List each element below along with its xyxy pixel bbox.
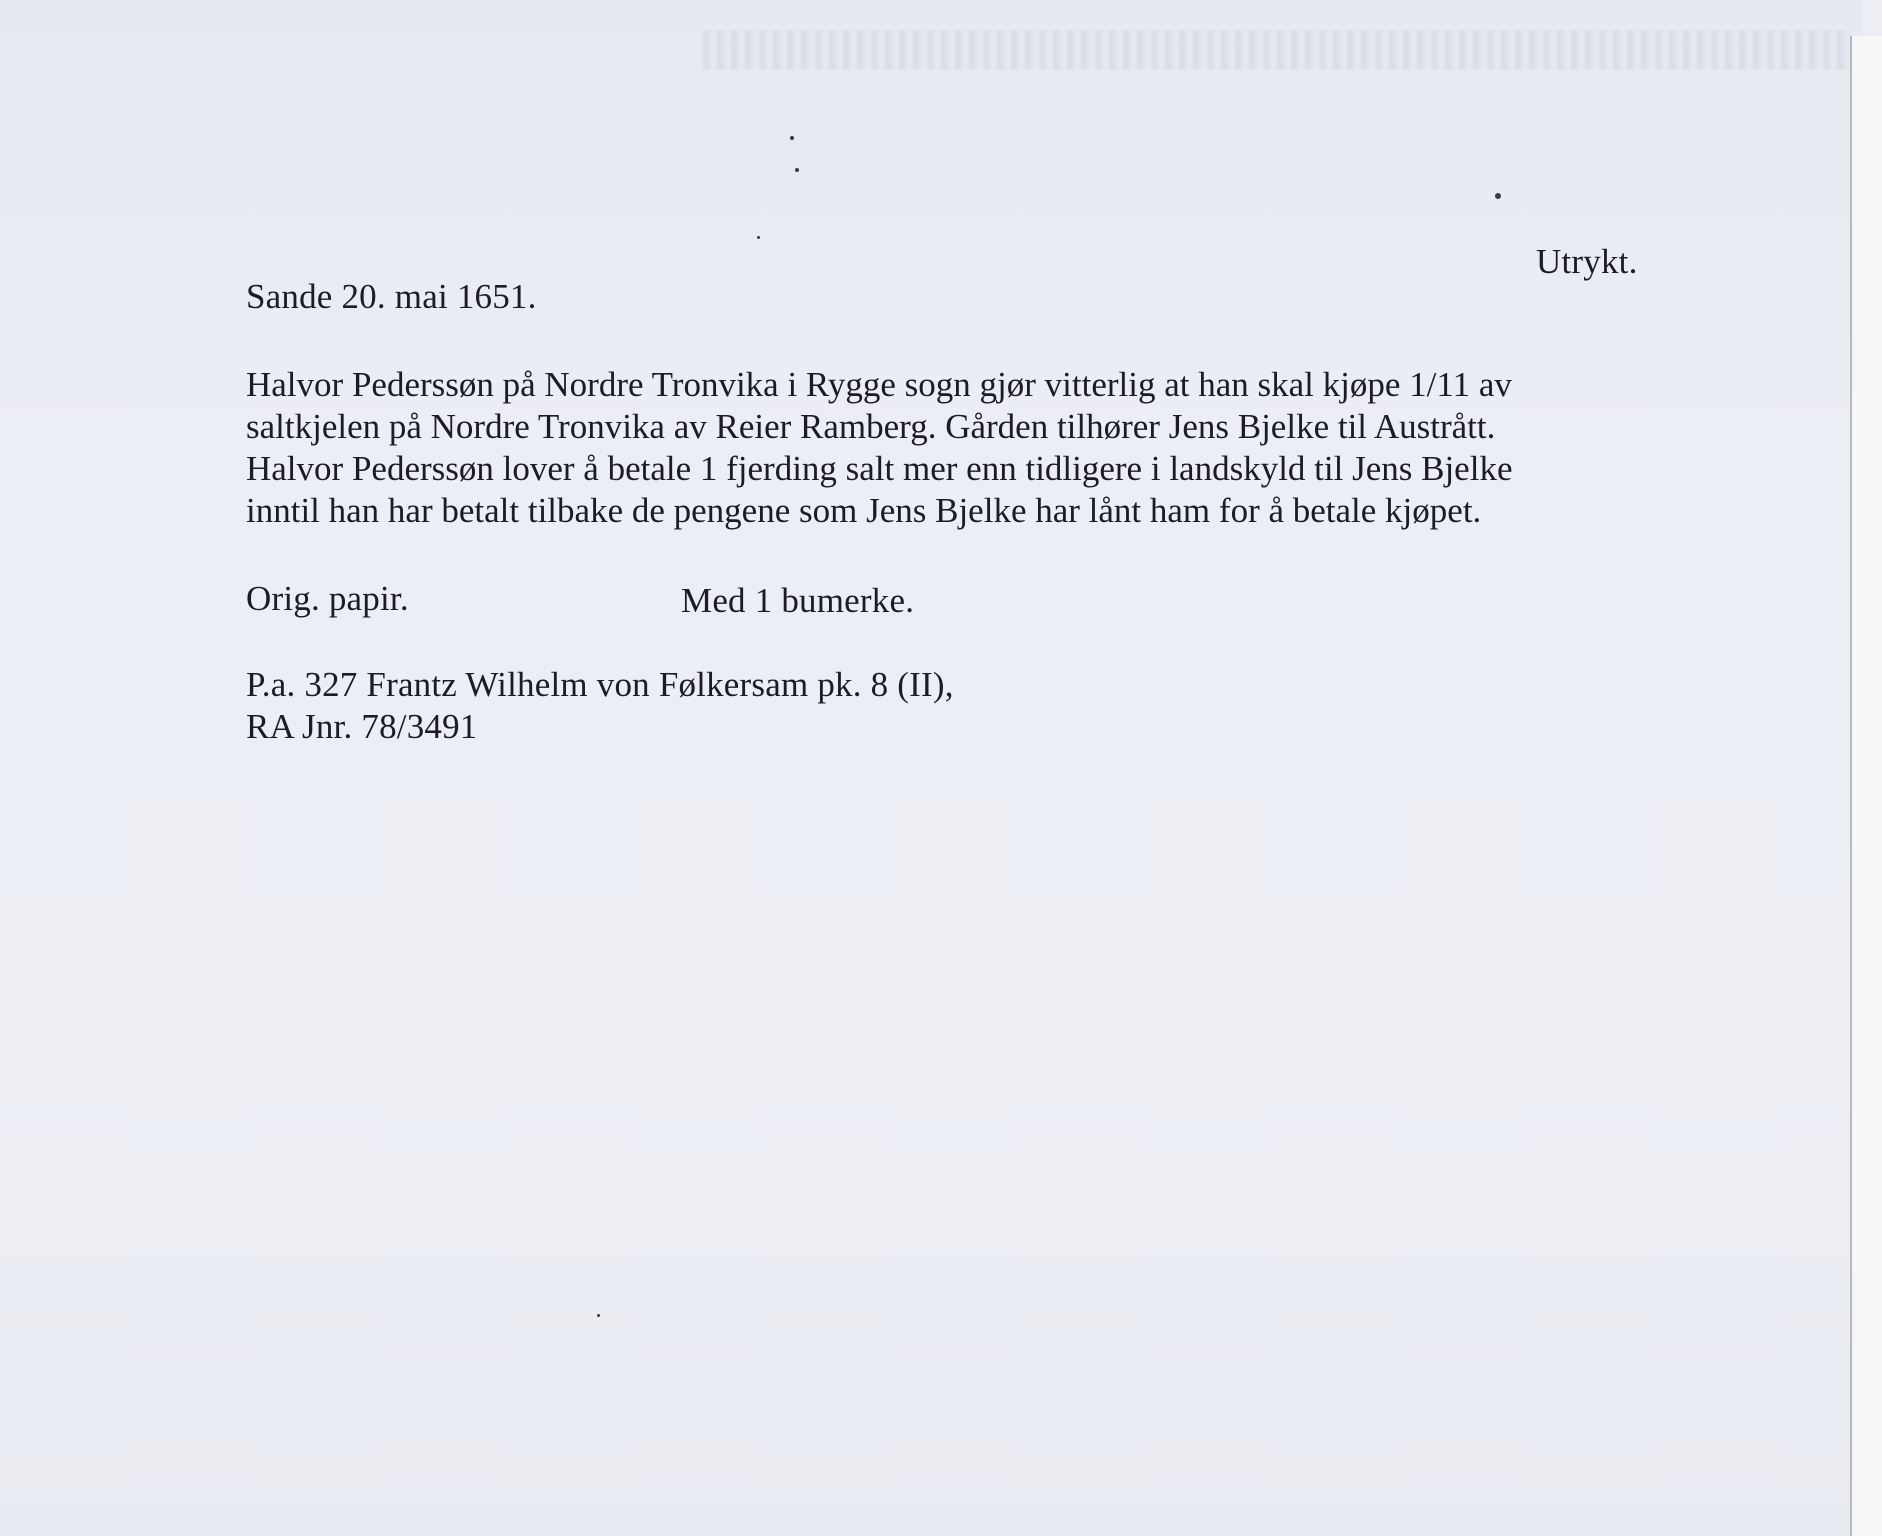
summary-text — [246, 364, 1512, 532]
archive-reference: P.a. 327 Frantz Wilhelm von Følkersam pk. 8 (II), — [246, 665, 954, 704]
original-note: Orig. papir. — [246, 579, 409, 618]
speck-mark — [1495, 193, 1501, 199]
speck-mark — [795, 168, 799, 172]
summary-line: Halvor Pederssøn på Nordre Tronvika i Rygge sogn gjør vitterlig at han skal kjøpe 1/11 av — [246, 365, 1512, 404]
speck-mark — [757, 236, 760, 239]
speck-mark — [597, 1314, 600, 1317]
summary-line: inntil han har betalt tilbake de pengene som Jens Bjelke har lånt ham for å betale kjøpet. — [246, 491, 1482, 530]
paper-edge-right — [1852, 36, 1882, 1536]
scan-artifact-top — [700, 30, 1850, 70]
place-date: Sande 20. mai 1651. — [246, 277, 537, 316]
seal-note: Med 1 bumerke. — [681, 581, 915, 620]
summary-line: saltkjelen på Nordre Tronvika av Reier Ramberg. Gården tilhører Jens Bjelke til Austrått. — [246, 407, 1496, 446]
speck-mark — [790, 136, 794, 140]
summary-line: Halvor Pederssøn lover å betale 1 fjerding salt mer enn tidligere i landskyld til Jens Bjelke — [246, 449, 1513, 488]
status-label: Utrykt. — [1536, 242, 1638, 281]
journal-reference: RA Jnr. 78/3491 — [246, 707, 478, 746]
